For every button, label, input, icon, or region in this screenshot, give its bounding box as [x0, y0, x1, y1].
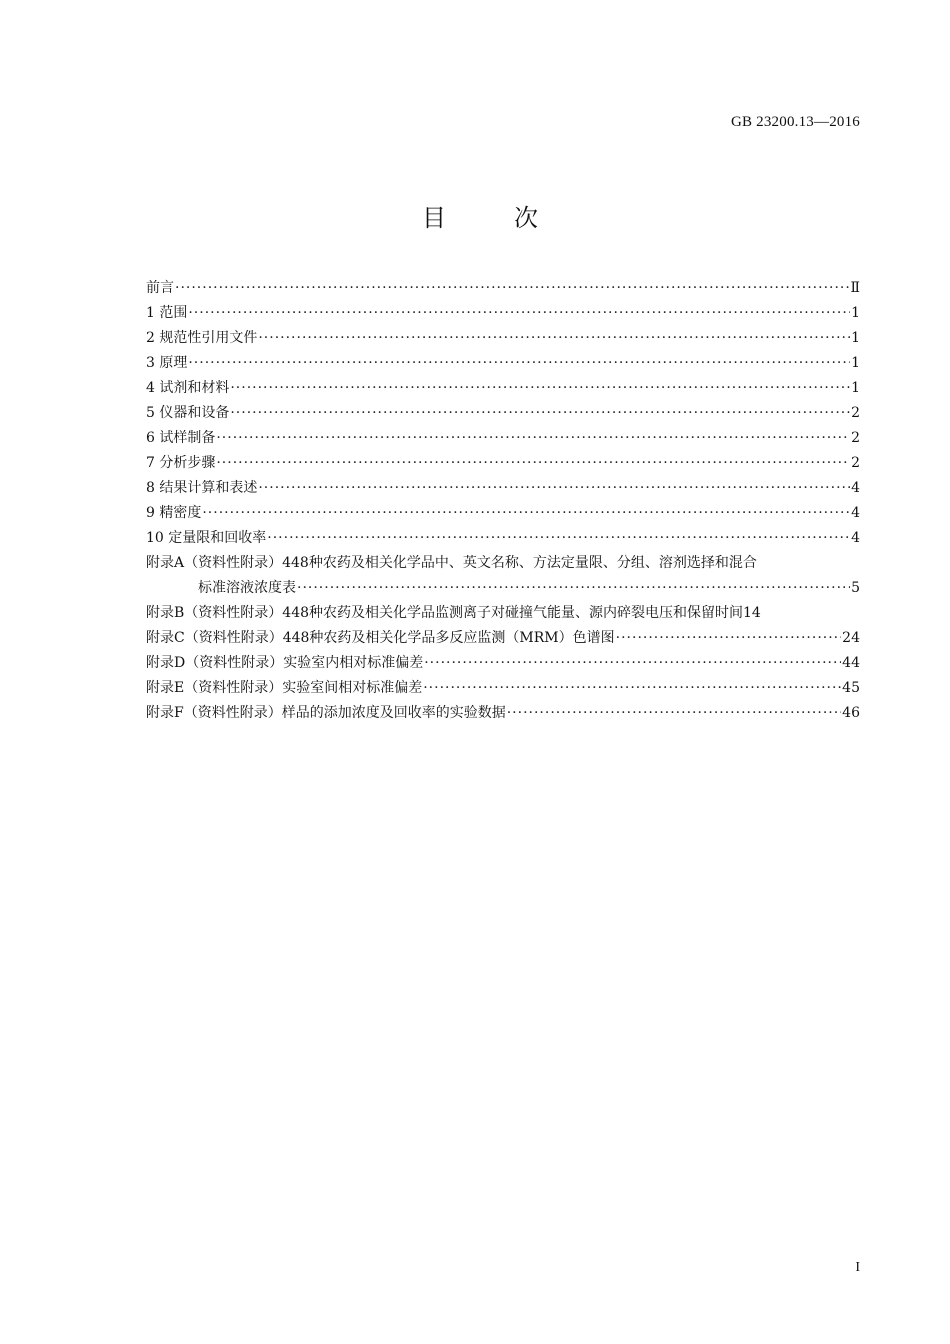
toc-leader: [188, 301, 850, 326]
toc-label: 4 试剂和材料: [146, 380, 230, 396]
toc-page: 1: [851, 355, 860, 371]
toc-page: 4: [851, 480, 860, 496]
toc-leader: [616, 626, 842, 651]
toc-label: 3 原理: [146, 355, 188, 371]
toc-entry[interactable]: [146, 426, 860, 451]
toc-entry[interactable]: [146, 501, 860, 526]
toc-entry[interactable]: [146, 476, 860, 501]
toc-page: 14: [743, 605, 761, 621]
toc-label: 9 精密度: [146, 505, 202, 521]
toc-leader: [507, 701, 841, 726]
toc-entry[interactable]: [146, 626, 860, 651]
toc-label: 前言: [146, 280, 174, 296]
toc-leader: [216, 426, 850, 451]
toc-entry[interactable]: [146, 451, 860, 476]
toc-leader: [188, 351, 850, 376]
toc-entry[interactable]: [146, 276, 860, 301]
toc-label: 标准溶液浓度表: [198, 580, 296, 596]
toc-label: 8 结果计算和表述: [146, 480, 258, 496]
toc-label: 附录C（资料性附录）448种农药及相关化学品多反应监测（MRM）色谱图: [146, 630, 615, 646]
toc-page: 46: [842, 705, 860, 721]
toc-entry[interactable]: [146, 551, 860, 576]
toc-page: 2: [851, 430, 860, 446]
toc-label: 附录F（资料性附录）样品的添加浓度及回收率的实验数据: [146, 705, 506, 721]
toc-label: 附录B（资料性附录）448种农药及相关化学品监测离子对碰撞气能量、源内碎裂电压和保留时间: [146, 605, 744, 621]
toc-label: 2 规范性引用文件: [146, 330, 258, 346]
toc-leader: [202, 501, 850, 526]
toc-label: 附录E（资料性附录）实验室间相对标准偏差: [146, 680, 423, 696]
toc-page: 4: [851, 530, 860, 546]
toc-label: 6 试样制备: [146, 430, 216, 446]
toc-leader: [267, 526, 850, 551]
toc-page: 5: [851, 580, 860, 596]
toc-leader: [216, 451, 850, 476]
toc-page: 45: [842, 680, 860, 696]
toc-leader: [297, 576, 850, 601]
toc-leader: [230, 401, 850, 426]
standard-number: GB 23200.13—2016: [730, 114, 860, 130]
toc-page: 1: [851, 330, 860, 346]
page-number: I: [855, 1260, 860, 1275]
toc-entry[interactable]: [146, 601, 860, 626]
toc-leader: [175, 276, 849, 301]
toc-leader: [230, 376, 850, 401]
toc-entry[interactable]: [146, 701, 860, 726]
toc-entry[interactable]: [146, 351, 860, 376]
toc-entry[interactable]: [146, 526, 860, 551]
toc-leader: [423, 676, 841, 701]
toc-label: 7 分析步骤: [146, 455, 216, 471]
toc-page: Ⅱ: [850, 280, 860, 296]
toc-page: 24: [842, 630, 860, 646]
toc-page: 1: [851, 380, 860, 396]
toc-label: 附录A（资料性附录）448种农药及相关化学品中、英文名称、方法定量限、分组、溶剂选择和混合: [146, 555, 757, 571]
toc-entry[interactable]: [146, 651, 860, 676]
toc-entry[interactable]: [146, 301, 860, 326]
toc-entry[interactable]: [146, 376, 860, 401]
toc-page: 44: [842, 655, 860, 671]
toc-entry-continuation[interactable]: [146, 576, 860, 601]
toc-page: 2: [851, 405, 860, 421]
toc-page: 4: [851, 505, 860, 521]
toc-page: 1: [851, 305, 860, 321]
toc-leader: [258, 326, 850, 351]
toc-label: 附录D（资料性附录）实验室内相对标准偏差: [146, 655, 424, 671]
toc-label: 10 定量限和回收率: [146, 530, 267, 546]
toc-leader: [258, 476, 850, 501]
toc-label: 5 仪器和设备: [146, 405, 230, 421]
toc-page: 2: [851, 455, 860, 471]
toc-entry[interactable]: [146, 401, 860, 426]
toc-entry[interactable]: [146, 676, 860, 701]
toc-leader: [424, 651, 841, 676]
toc-label: 1 范围: [146, 305, 188, 321]
page-title: 目 次: [422, 204, 560, 232]
table-of-contents: [146, 276, 860, 726]
toc-entry[interactable]: [146, 326, 860, 351]
